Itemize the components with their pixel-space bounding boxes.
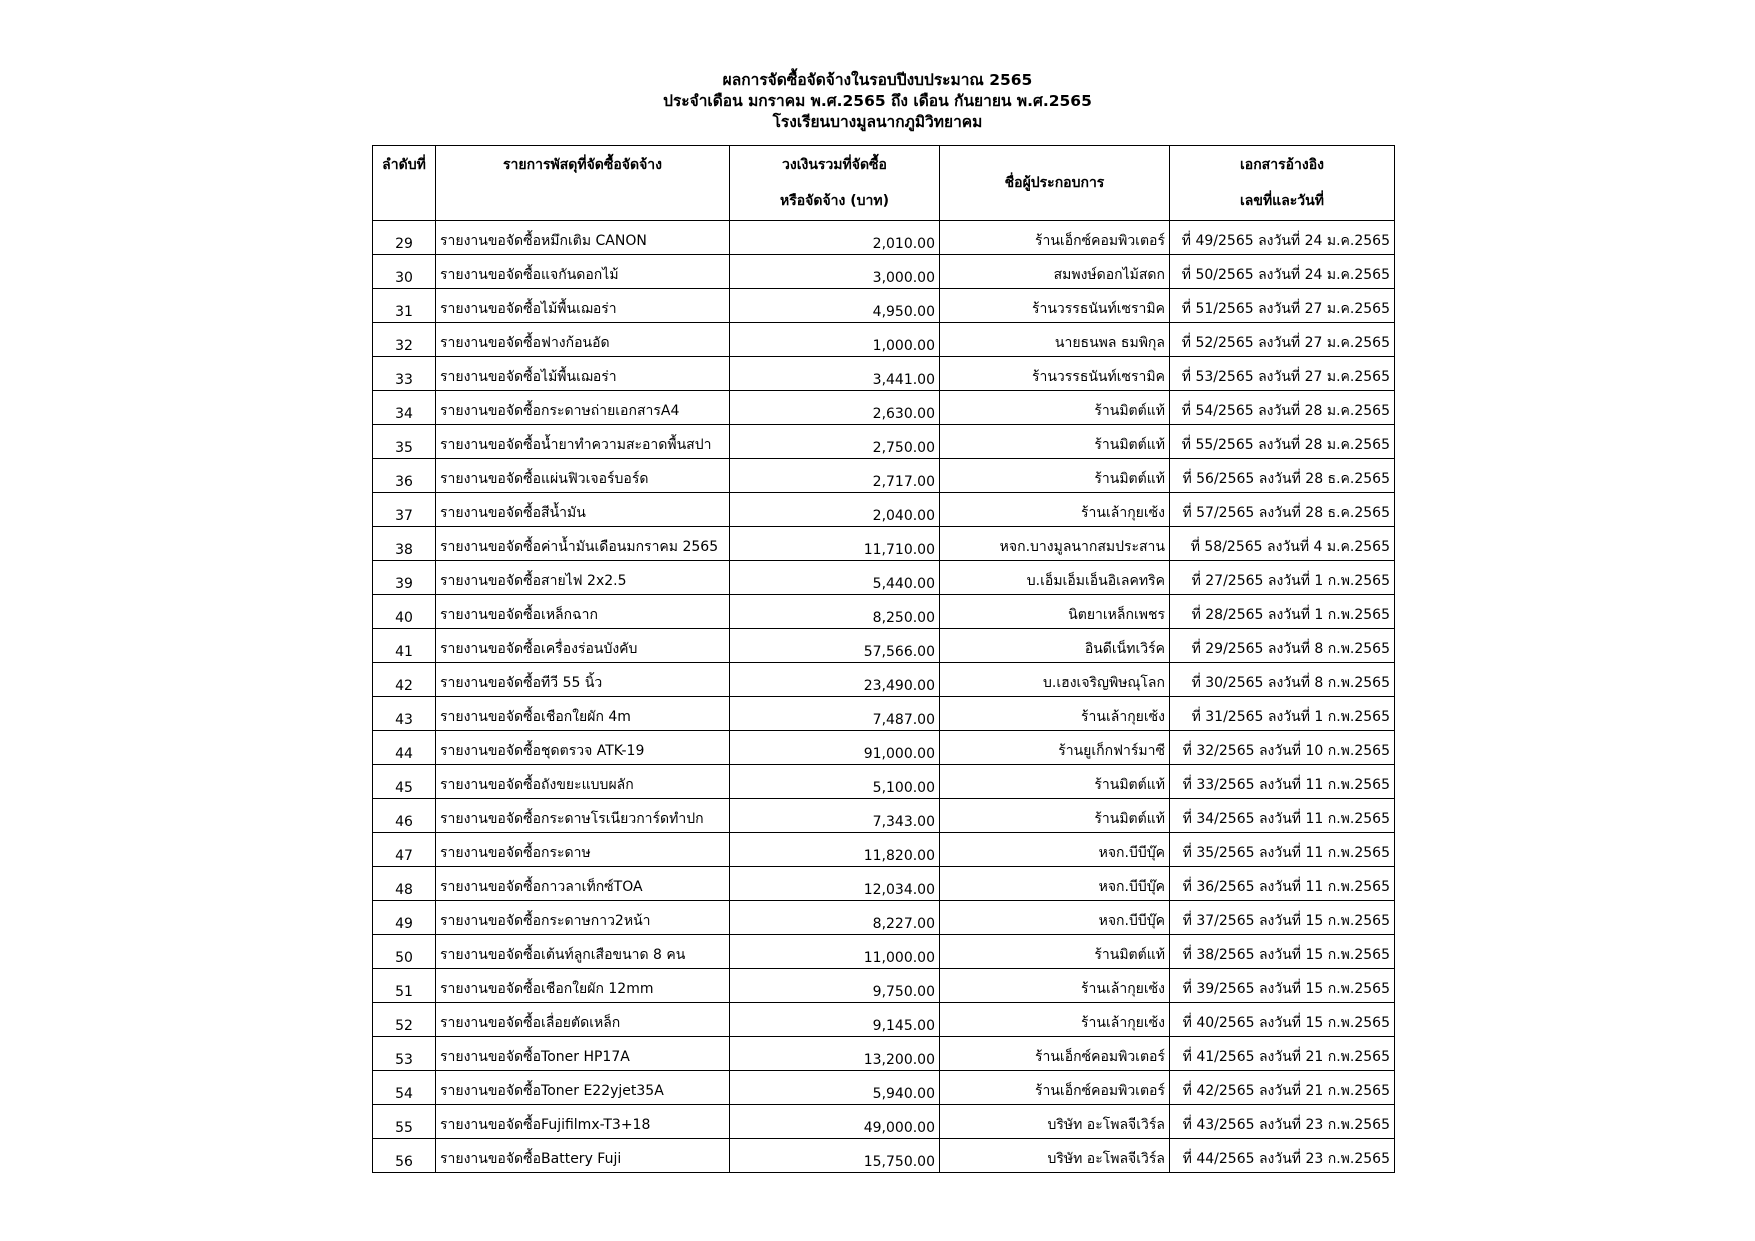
cell-ref: ที่ 49/2565 ลงวันที่ 24 ม.ค.2565 [1170, 221, 1395, 255]
cell-ref: ที่ 58/2565 ลงวันที่ 4 ม.ค.2565 [1170, 527, 1395, 561]
cell-ref: ที่ 52/2565 ลงวันที่ 27 ม.ค.2565 [1170, 323, 1395, 357]
table-row [373, 595, 1395, 629]
header-item: รายการพัสดุที่จัดซื้อจัดจ้าง [436, 146, 730, 221]
cell-amount: 2,630.00 [730, 391, 940, 425]
cell-vendor: บริษัท อะโพลจีเวิร์ล [940, 1105, 1170, 1139]
cell-amount: 91,000.00 [730, 731, 940, 765]
cell-vendor: ร้านมิตต์แท้ [940, 799, 1170, 833]
cell-ref: ที่ 28/2565 ลงวันที่ 1 ก.พ.2565 [1170, 595, 1395, 629]
cell-vendor: ร้านมิตต์แท้ [940, 425, 1170, 459]
table-row [373, 663, 1395, 697]
cell-amount: 23,490.00 [730, 663, 940, 697]
cell-vendor: ร้านมิตต์แท้ [940, 459, 1170, 493]
cell-amount: 2,750.00 [730, 425, 940, 459]
table-row [373, 425, 1395, 459]
title-line-1: ผลการจัดซื้อจัดจ้างในรอบปีงบประมาณ 2565 [722, 71, 1033, 89]
header-vendor: ชื่อผู้ประกอบการ [940, 146, 1170, 221]
cell-amount: 8,250.00 [730, 595, 940, 629]
table-row [373, 493, 1395, 527]
cell-ref: ที่ 32/2565 ลงวันที่ 10 ก.พ.2565 [1170, 731, 1395, 765]
table-row [373, 1003, 1395, 1037]
cell-amount: 9,750.00 [730, 969, 940, 1003]
header-ref-line2: เลขที่และวันที่ [1240, 193, 1324, 209]
cell-no: 54 [373, 1071, 436, 1105]
cell-no: 31 [373, 289, 436, 323]
cell-item: รายงานขอจัดซื้อเต้นท์ลูกเสือขนาด 8 คน [436, 935, 730, 969]
header-amount [730, 146, 940, 221]
cell-vendor: อินดีเน็ทเวิร์ค [940, 629, 1170, 663]
cell-amount: 15,750.00 [730, 1139, 940, 1173]
cell-item: รายงานขอจัดซื้อทีวี 55 นิ้ว [436, 663, 730, 697]
cell-ref: ที่ 37/2565 ลงวันที่ 15 ก.พ.2565 [1170, 901, 1395, 935]
cell-vendor: ร้านมิตต์แท้ [940, 391, 1170, 425]
cell-vendor: บ.เฮงเจริญพิษณุโลก [940, 663, 1170, 697]
cell-amount: 8,227.00 [730, 901, 940, 935]
cell-vendor: ร้านเล้ากุยเซ้ง [940, 969, 1170, 1003]
table-row [373, 561, 1395, 595]
cell-vendor: หจก.บีบีบุ๊ค [940, 833, 1170, 867]
cell-item: รายงานขอจัดซื้อน้ำยาทำความสะอาดพื้นสปา [436, 425, 730, 459]
cell-item: รายงานขอจัดซื้อเหล็กฉาก [436, 595, 730, 629]
cell-vendor: ร้านเอ็กซ์คอมพิวเตอร์ [940, 1037, 1170, 1071]
cell-no: 35 [373, 425, 436, 459]
cell-ref: ที่ 50/2565 ลงวันที่ 24 ม.ค.2565 [1170, 255, 1395, 289]
table-row [373, 799, 1395, 833]
cell-item: รายงานขอจัดซื้อToner E22yjet35A [436, 1071, 730, 1105]
cell-no: 42 [373, 663, 436, 697]
cell-amount: 49,000.00 [730, 1105, 940, 1139]
cell-item: รายงานขอจัดซื้อถังขยะแบบผลัก [436, 765, 730, 799]
header-ref-line1: เอกสารอ้างอิง [1240, 157, 1324, 173]
table-row [373, 697, 1395, 731]
cell-item: รายงานขอจัดซื้อเชือกใยผัก 4m [436, 697, 730, 731]
cell-ref: ที่ 43/2565 ลงวันที่ 23 ก.พ.2565 [1170, 1105, 1395, 1139]
cell-item: รายงานขอจัดซื้อแจกันดอกไม้ [436, 255, 730, 289]
cell-item: รายงานขอจัดซื้อกระดาษโรเนียวการ์ดทำปก [436, 799, 730, 833]
table-row [373, 833, 1395, 867]
cell-item: รายงานขอจัดซื้อกาวลาเท็กซ์TOA [436, 867, 730, 901]
cell-no: 53 [373, 1037, 436, 1071]
table-row [373, 1037, 1395, 1071]
cell-item: รายงานขอจัดซื้อไม้พื้นเฌอร่า [436, 357, 730, 391]
header-amount-line2: หรือจัดจ้าง (บาท) [780, 193, 889, 209]
cell-no: 33 [373, 357, 436, 391]
title-line-2: ประจำเดือน มกราคม พ.ศ.2565 ถึง เดือน กันยายน พ.ศ.2565 [663, 92, 1092, 110]
cell-item: รายงานขอจัดซื้อกระดาษ [436, 833, 730, 867]
cell-vendor: นายธนพล ธมพิกุล [940, 323, 1170, 357]
table-row [373, 527, 1395, 561]
cell-vendor: ร้านมิตต์แท้ [940, 935, 1170, 969]
cell-vendor: หจก.บีบีบุ๊ค [940, 867, 1170, 901]
cell-no: 37 [373, 493, 436, 527]
table-row [373, 629, 1395, 663]
cell-no: 40 [373, 595, 436, 629]
cell-no: 45 [373, 765, 436, 799]
cell-no: 39 [373, 561, 436, 595]
cell-amount: 2,717.00 [730, 459, 940, 493]
cell-ref: ที่ 53/2565 ลงวันที่ 27 ม.ค.2565 [1170, 357, 1395, 391]
cell-ref: ที่ 34/2565 ลงวันที่ 11 ก.พ.2565 [1170, 799, 1395, 833]
cell-item: รายงานขอจัดซื้อแผ่นฟิวเจอร์บอร์ด [436, 459, 730, 493]
table-row [373, 459, 1395, 493]
cell-amount: 3,441.00 [730, 357, 940, 391]
cell-item: รายงานขอจัดซื้อสายไฟ 2x2.5 [436, 561, 730, 595]
cell-vendor: ร้านเอ็กซ์คอมพิวเตอร์ [940, 221, 1170, 255]
table-row [373, 1071, 1395, 1105]
title-line-3: โรงเรียนบางมูลนากภูมิวิทยาคม [772, 113, 983, 131]
table-row [373, 255, 1395, 289]
cell-item: รายงานขอจัดซื้อไม้พื้นเฌอร่า [436, 289, 730, 323]
cell-amount: 9,145.00 [730, 1003, 940, 1037]
cell-no: 52 [373, 1003, 436, 1037]
cell-ref: ที่ 33/2565 ลงวันที่ 11 ก.พ.2565 [1170, 765, 1395, 799]
cell-item: รายงานขอจัดซื้อชุดตรวจ ATK-19 [436, 731, 730, 765]
cell-ref: ที่ 44/2565 ลงวันที่ 23 ก.พ.2565 [1170, 1139, 1395, 1173]
table-row [373, 867, 1395, 901]
cell-item: รายงานขอจัดซื้อเชือกใยผัก 12mm [436, 969, 730, 1003]
document-title [0, 70, 1755, 133]
cell-no: 51 [373, 969, 436, 1003]
cell-ref: ที่ 38/2565 ลงวันที่ 15 ก.พ.2565 [1170, 935, 1395, 969]
table-row [373, 901, 1395, 935]
cell-amount: 1,000.00 [730, 323, 940, 357]
cell-no: 38 [373, 527, 436, 561]
cell-amount: 4,950.00 [730, 289, 940, 323]
cell-item: รายงานขอจัดซื้อToner HP17A [436, 1037, 730, 1071]
cell-ref: ที่ 35/2565 ลงวันที่ 11 ก.พ.2565 [1170, 833, 1395, 867]
cell-no: 32 [373, 323, 436, 357]
cell-amount: 3,000.00 [730, 255, 940, 289]
cell-vendor: ร้านมิตต์แท้ [940, 765, 1170, 799]
cell-amount: 11,710.00 [730, 527, 940, 561]
cell-no: 55 [373, 1105, 436, 1139]
header-amount-line1: วงเงินรวมที่จัดซื้อ [782, 157, 887, 173]
table-row [373, 935, 1395, 969]
cell-vendor: ร้านเล้ากุยเซ้ง [940, 697, 1170, 731]
cell-amount: 12,034.00 [730, 867, 940, 901]
header-no: ลำดับที่ [373, 146, 436, 221]
cell-amount: 5,440.00 [730, 561, 940, 595]
cell-ref: ที่ 51/2565 ลงวันที่ 27 ม.ค.2565 [1170, 289, 1395, 323]
table-row [373, 969, 1395, 1003]
cell-amount: 13,200.00 [730, 1037, 940, 1071]
cell-vendor: หจก.บางมูลนากสมประสาน [940, 527, 1170, 561]
cell-ref: ที่ 41/2565 ลงวันที่ 21 ก.พ.2565 [1170, 1037, 1395, 1071]
cell-amount: 2,040.00 [730, 493, 940, 527]
cell-amount: 7,343.00 [730, 799, 940, 833]
cell-ref: ที่ 29/2565 ลงวันที่ 8 ก.พ.2565 [1170, 629, 1395, 663]
cell-item: รายงานขอจัดซื้อกระดาษกาว2หน้า [436, 901, 730, 935]
table-row [373, 765, 1395, 799]
cell-ref: ที่ 36/2565 ลงวันที่ 11 ก.พ.2565 [1170, 867, 1395, 901]
cell-vendor: ร้านวรรธนันท์เซรามิค [940, 289, 1170, 323]
cell-vendor: บ.เอ็มเอ็มเอ็นอิเลคทริค [940, 561, 1170, 595]
cell-no: 48 [373, 867, 436, 901]
cell-vendor: ร้านเล้ากุยเซ้ง [940, 1003, 1170, 1037]
table-header-row [373, 146, 1395, 221]
table-row [373, 731, 1395, 765]
cell-no: 47 [373, 833, 436, 867]
table-row [373, 323, 1395, 357]
cell-item: รายงานขอจัดซื้อฟางก้อนอัด [436, 323, 730, 357]
cell-amount: 11,000.00 [730, 935, 940, 969]
cell-no: 46 [373, 799, 436, 833]
cell-vendor: บริษัท อะโพลจีเวิร์ล [940, 1139, 1170, 1173]
cell-item: รายงานขอจัดซื้อกระดาษถ่ายเอกสารA4 [436, 391, 730, 425]
cell-item: รายงานขอจัดซื้อค่าน้ำมันเดือนมกราคม 2565 [436, 527, 730, 561]
procurement-table [372, 145, 1395, 1173]
cell-amount: 57,566.00 [730, 629, 940, 663]
cell-amount: 7,487.00 [730, 697, 940, 731]
cell-item: รายงานขอจัดซื้อสีน้ำมัน [436, 493, 730, 527]
cell-ref: ที่ 30/2565 ลงวันที่ 8 ก.พ.2565 [1170, 663, 1395, 697]
cell-no: 49 [373, 901, 436, 935]
cell-vendor: ร้านวรรธนันท์เซรามิค [940, 357, 1170, 391]
cell-no: 34 [373, 391, 436, 425]
cell-amount: 2,010.00 [730, 221, 940, 255]
cell-amount: 5,940.00 [730, 1071, 940, 1105]
cell-ref: ที่ 55/2565 ลงวันที่ 28 ม.ค.2565 [1170, 425, 1395, 459]
table-row [373, 1105, 1395, 1139]
table-row [373, 391, 1395, 425]
cell-amount: 11,820.00 [730, 833, 940, 867]
cell-ref: ที่ 42/2565 ลงวันที่ 21 ก.พ.2565 [1170, 1071, 1395, 1105]
cell-no: 43 [373, 697, 436, 731]
cell-no: 50 [373, 935, 436, 969]
cell-item: รายงานขอจัดซื้อFujifilmx-T3+18 [436, 1105, 730, 1139]
cell-no: 29 [373, 221, 436, 255]
cell-no: 36 [373, 459, 436, 493]
cell-vendor: หจก.บีบีบุ๊ค [940, 901, 1170, 935]
cell-vendor: นิตยาเหล็กเพชร [940, 595, 1170, 629]
cell-ref: ที่ 39/2565 ลงวันที่ 15 ก.พ.2565 [1170, 969, 1395, 1003]
cell-ref: ที่ 54/2565 ลงวันที่ 28 ม.ค.2565 [1170, 391, 1395, 425]
table-row [373, 289, 1395, 323]
cell-ref: ที่ 40/2565 ลงวันที่ 15 ก.พ.2565 [1170, 1003, 1395, 1037]
cell-item: รายงานขอจัดซื้อหมึกเติม CANON [436, 221, 730, 255]
table-row [373, 221, 1395, 255]
cell-item: รายงานขอจัดซื้อBattery Fuji [436, 1139, 730, 1173]
cell-vendor: ร้านยูเก็กฟาร์มาซี [940, 731, 1170, 765]
cell-ref: ที่ 56/2565 ลงวันที่ 28 ธ.ค.2565 [1170, 459, 1395, 493]
header-ref [1170, 146, 1395, 221]
table-row [373, 357, 1395, 391]
table-row [373, 1139, 1395, 1173]
cell-no: 41 [373, 629, 436, 663]
cell-ref: ที่ 31/2565 ลงวันที่ 1 ก.พ.2565 [1170, 697, 1395, 731]
cell-vendor: สมพงษ์ดอกไม้สดก [940, 255, 1170, 289]
cell-ref: ที่ 27/2565 ลงวันที่ 1 ก.พ.2565 [1170, 561, 1395, 595]
cell-item: รายงานขอจัดซื้อเลื่อยตัดเหล็ก [436, 1003, 730, 1037]
cell-no: 44 [373, 731, 436, 765]
cell-ref: ที่ 57/2565 ลงวันที่ 28 ธ.ค.2565 [1170, 493, 1395, 527]
cell-amount: 5,100.00 [730, 765, 940, 799]
table-body [373, 221, 1395, 1173]
cell-no: 56 [373, 1139, 436, 1173]
cell-vendor: ร้านเล้ากุยเซ้ง [940, 493, 1170, 527]
cell-vendor: ร้านเอ็กซ์คอมพิวเตอร์ [940, 1071, 1170, 1105]
cell-no: 30 [373, 255, 436, 289]
cell-item: รายงานขอจัดซื้อเครื่องร่อนบังคับ [436, 629, 730, 663]
